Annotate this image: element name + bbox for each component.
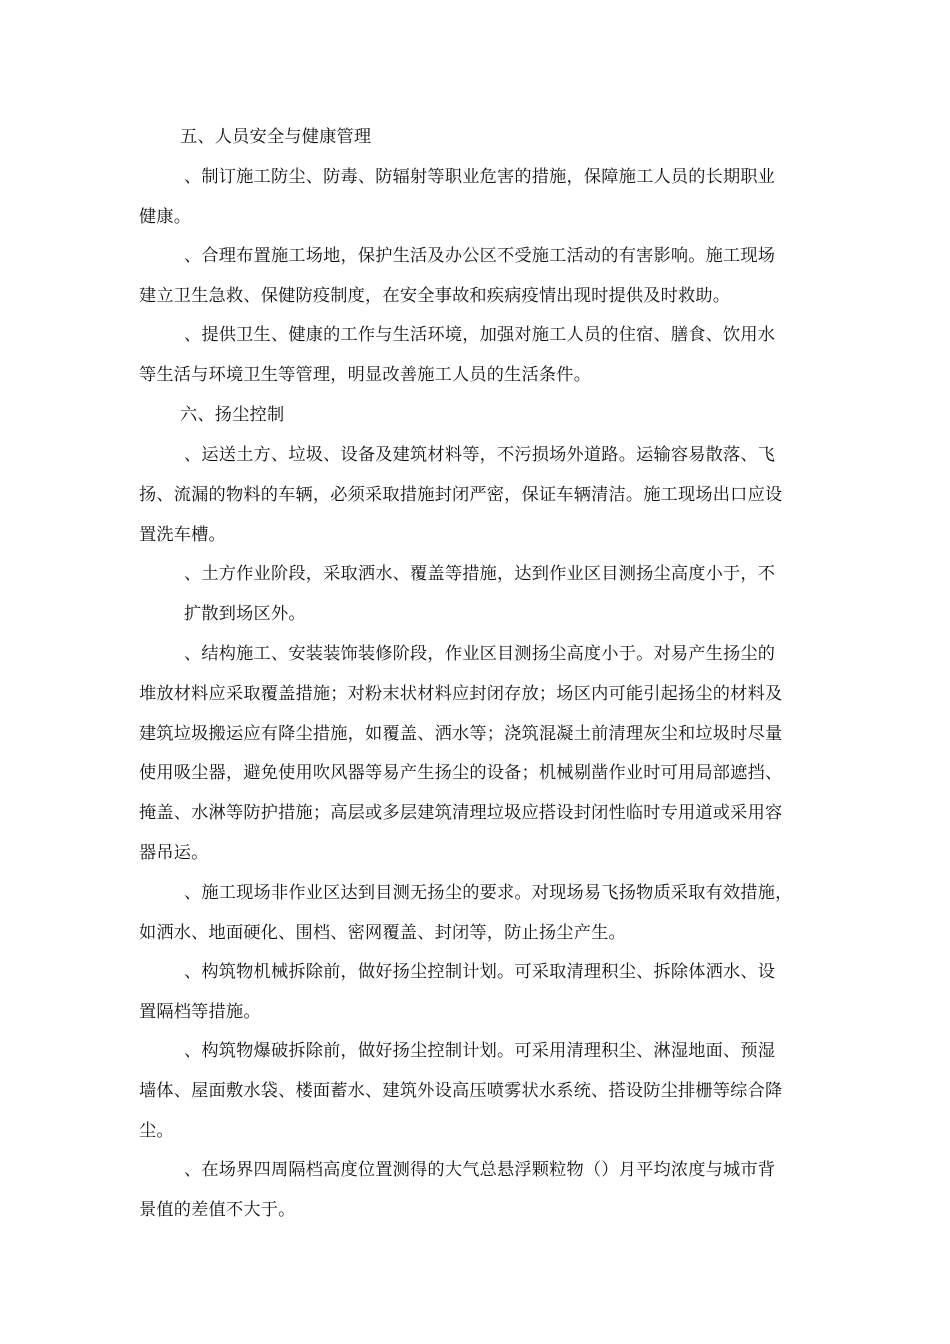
paragraph-earthwork: 、土方作业阶段，采取洒水、覆盖等措施，达到作业区目测扬尘高度小于，不 扩散到场区外。 xyxy=(184,564,776,624)
paragraph-blasting-demolition: 、构筑物爆破拆除前，做好扬尘控制计划。可采用清理积尘、淋湿地面、预湿 墙体、屋面敷水袋、楼面蓄水、建筑外设高压喷雾状水系统、搭设防尘排栅等综合降 尘。 xyxy=(139,1041,783,1141)
paragraph-mechanical-demolition: 、构筑物机械拆除前，做好扬尘控制计划。可采取清理积尘、拆除体洒水、设 置隔档等措施。 xyxy=(139,962,776,1022)
section-heading-6: 六、扬尘控制 xyxy=(180,405,285,425)
paragraph-particulate-limit: 、在场界四周隔档高度位置测得的大气总悬浮颗粒物（）月平均浓度与城市背 景值的差值不大于。 xyxy=(139,1160,776,1220)
paragraph-occupational-health: 、制订施工防尘、防毒、防辐射等职业危害的措施，保障施工人员的长期职业 健康。 xyxy=(139,167,776,227)
section-heading-5: 五、人员安全与健康管理 xyxy=(180,127,372,147)
paragraph-transport: 、运送土方、垃圾、设备及建筑材料等，不污损场外道路。运输容易散落、飞 扬、流漏的物料的车辆，必须采取措施封闭严密，保证车辆清洁。施工现场出口应设 置洗车槽。 xyxy=(139,445,783,545)
paragraph-structure-construction: 、结构施工、安装装饰装修阶段，作业区目测扬尘高度小于。对易产生扬尘的 堆放材料应采取覆盖措施；对粉末状材料应封闭存放；场区内可能引起扬尘的材料及 建筑垃圾搬运应有降尘措施，如覆盖、洒水等；浇筑混凝土前清理灰尘和垃圾时尽量 使用吸尘器，避免使用吹风器等易产生扬尘的设备；机械剔凿作业时可用局部遮挡、 掩盖、水淋等防护措施；高层或多层建筑清理垃圾应搭设封闭性临时专用道或采用容 器吊运。 xyxy=(139,644,783,863)
paragraph-living-environment: 、提供卫生、健康的工作与生活环境，加强对施工人员的住宿、膳食、饮用水 等生活与环境卫生等管理，明显改善施工人员的生活条件。 xyxy=(139,325,776,385)
paragraph-non-work-area: 、施工现场非作业区达到目测无扬尘的要求。对现场易飞扬物质采取有效措施， 如洒水、地面硬化、围档、密网覆盖、封闭等，防止扬尘产生。 xyxy=(139,883,793,943)
paragraph-site-layout: 、合理布置施工场地，保护生活及办公区不受施工活动的有害影响。施工现场 建立卫生急救、保健防疫制度，在安全事故和疾病疫情出现时提供及时救助。 xyxy=(139,246,776,306)
